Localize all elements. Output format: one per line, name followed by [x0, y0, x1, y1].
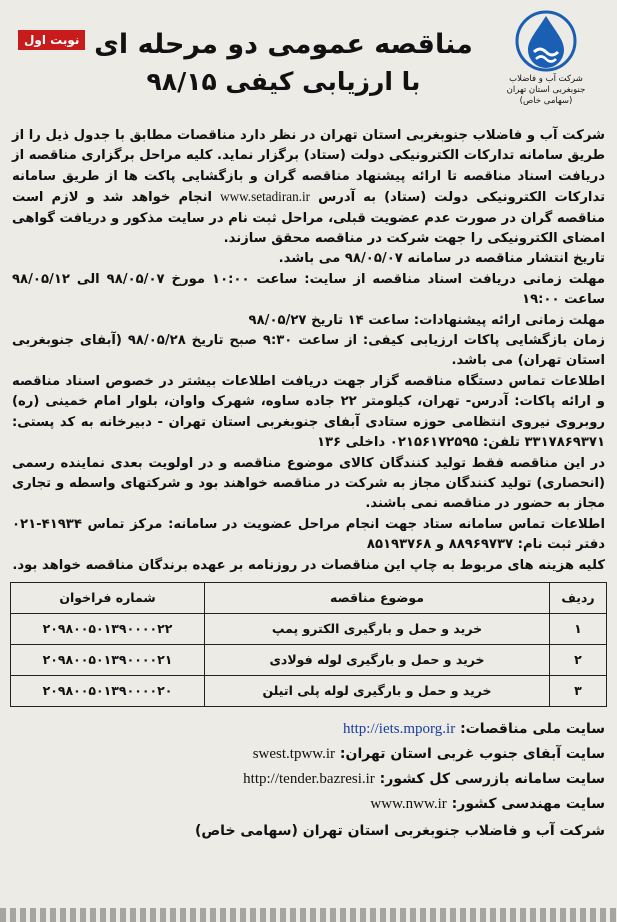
site-label: سایت ملی مناقصات:: [460, 720, 605, 737]
row-number: ۱: [550, 613, 607, 644]
notice-header: [10, 8, 607, 120]
intro-paragraph: [12, 126, 605, 249]
site-label: سایت آبفای جنوب غربی استان تهران:: [339, 745, 605, 762]
company-logo: [491, 10, 601, 107]
proposal-deadline: مهلت زمانی ارائه پیشنهادات: ساعت ۱۴ تاریخ ۹۸/۰۵/۲۷: [248, 312, 605, 328]
table-header-row: [11, 582, 607, 613]
header-call-number: شماره فراخوان: [11, 582, 205, 613]
setadiran-link[interactable]: www.setadiran.ir: [220, 189, 311, 205]
site-label: سایت سامانه بازرسی کل کشور:: [379, 770, 605, 787]
intro-text-a: شرکت آب و فاضلاب جنوبغربی استان تهران در نظر دارد مناقصات مطابق با جدول ذیل را از طریق سامانه تدارکات الکترونیکی دولت (ستاد) برگزار نماید. کلیه مراحل برگزاری مناقصه از دریافت اسناد مناقصه تا ارائه پیشنهاد مناقصه گران و بازگشایی پاکت ها از طریق سامانه تدارکات الکترونیکی دولت (ستاد) به آدرس: [12, 128, 606, 206]
tender-table: [10, 582, 607, 707]
intro-text-b: انجام خواهد شد و لازم است مناقصه گران در صورت عدم عضویت قبلی، مراحل ثبت نام در سایت مذکور و دریافت گواهی امضای الکترونیکی را جهت شرکت در مناقصه محقق سازند.: [12, 190, 605, 247]
table-row: [11, 613, 607, 644]
site-url-link[interactable]: http://tender.bazresi.ir: [243, 770, 375, 787]
eligibility-note: در این مناقصه فقط تولید کنندگان کالای موضوع مناقصه و در اولویت بعدی نماینده رسمی (انحصاری) تولید کنندگان مجاز به شرکت در مناقصه خواهند بود و شرکتهای واسطه و تجاری مجاز به حضور در مناقصه نمی باشند.: [12, 455, 605, 512]
round-badge: نوبت اول: [18, 30, 85, 50]
site-engineering: [10, 792, 605, 817]
row-subject: خرید و حمل و بارگیری الکترو پمپ: [205, 613, 550, 644]
site-abfa: [10, 742, 605, 767]
site-url-link[interactable]: www.nww.ir: [370, 795, 447, 812]
row-number: ۳: [550, 675, 607, 706]
document-deadline: مهلت زمانی دریافت اسناد مناقصه از سایت: ساعت ۱۰:۰۰ مورخ ۹۸/۰۵/۰۷ الی ۹۸/۰۵/۱۲ ساعت ۱۹:۰۰: [12, 271, 605, 308]
title-line-2: با ارزیابی کیفی ۹۸/۱۵: [146, 67, 421, 96]
contact-info: اطلاعات تماس دستگاه مناقصه گزار جهت دریافت اطلاعات بیشتر در خصوص اسناد مناقصه و ارائه پاکات: آدرس- تهران، کیلومتر ۲۲ جاده ساوه، شهرک واوان، بلوار امام خمینی (ره) روبروی نیروی انتظامی حوزه ستادی آبفای جنوبغربی استان تهران - دبیرخانه به کد پستی: ۳۳۱۷۸۶۹۳۷۱ تلفن: ۰۲۱۵۶۱۷۲۵۹۵ داخلی ۱۳۶: [12, 373, 605, 451]
row-subject: خرید و حمل و بارگیری لوله پلی اتیلن: [205, 675, 550, 706]
row-number: ۲: [550, 644, 607, 675]
barcode-strip: [0, 908, 617, 922]
logo-caption-line-1: شرکت آب و فاضلاب: [509, 74, 583, 84]
site-url-link[interactable]: swest.tpww.ir: [252, 745, 336, 762]
cost-note: کلیه هزینه های مربوط به چاپ این مناقصات در روزنامه بر عهده برندگان مناقصه خواهد بود.: [12, 557, 605, 573]
row-call-number: ۲۰۹۸۰۰۵۰۱۳۹۰۰۰۰۲۱: [11, 644, 205, 675]
water-drop-logo-icon: [514, 10, 578, 72]
site-url-link[interactable]: http://iets.mporg.ir: [342, 720, 456, 737]
publish-date: تاریخ انتشار مناقصه در سامانه ۹۸/۰۵/۰۷ می باشد.: [278, 251, 605, 267]
websites-list: [10, 717, 607, 817]
table-row: [11, 644, 607, 675]
logo-caption-line-3: (سهامی خاص): [519, 96, 573, 106]
notice-body: [10, 126, 607, 576]
header-subject: موضوع مناقصه: [205, 582, 550, 613]
site-label: سایت مهندسی کشور:: [451, 795, 605, 812]
opening-time: زمان بازگشایی پاکات ارزیابی کیفی: از ساعت ۹:۳۰ صبح تاریخ ۹۸/۰۵/۲۸ (آبفای جنوبغربی استان تهران) می باشد.: [12, 333, 606, 369]
row-call-number: ۲۰۹۸۰۰۵۰۱۳۹۰۰۰۰۲۰: [11, 675, 205, 706]
site-national-tenders: [10, 717, 605, 742]
notice-title: [80, 26, 487, 100]
setad-contact: اطلاعات تماس سامانه ستاد جهت انجام مراحل عضویت در سامانه: مرکز تماس ۴۱۹۳۴-۰۲۱ دفتر ثبت نام: ۸۸۹۶۹۷۳۷ و ۸۵۱۹۳۷۶۸: [12, 516, 605, 553]
site-inspection: [10, 767, 605, 792]
company-signature: شرکت آب و فاضلاب جنوبغربی استان تهران (سهامی خاص): [194, 822, 605, 839]
row-call-number: ۲۰۹۸۰۰۵۰۱۳۹۰۰۰۰۲۲: [11, 613, 205, 644]
header-row-number: ردیف: [550, 582, 607, 613]
row-subject: خرید و حمل و بارگیری لوله فولادی: [205, 644, 550, 675]
logo-caption-line-2: جنوبغربی استان تهران: [506, 85, 586, 95]
title-line-1: مناقصه عمومی دو مرحله ای: [94, 29, 473, 60]
table-row: [11, 675, 607, 706]
